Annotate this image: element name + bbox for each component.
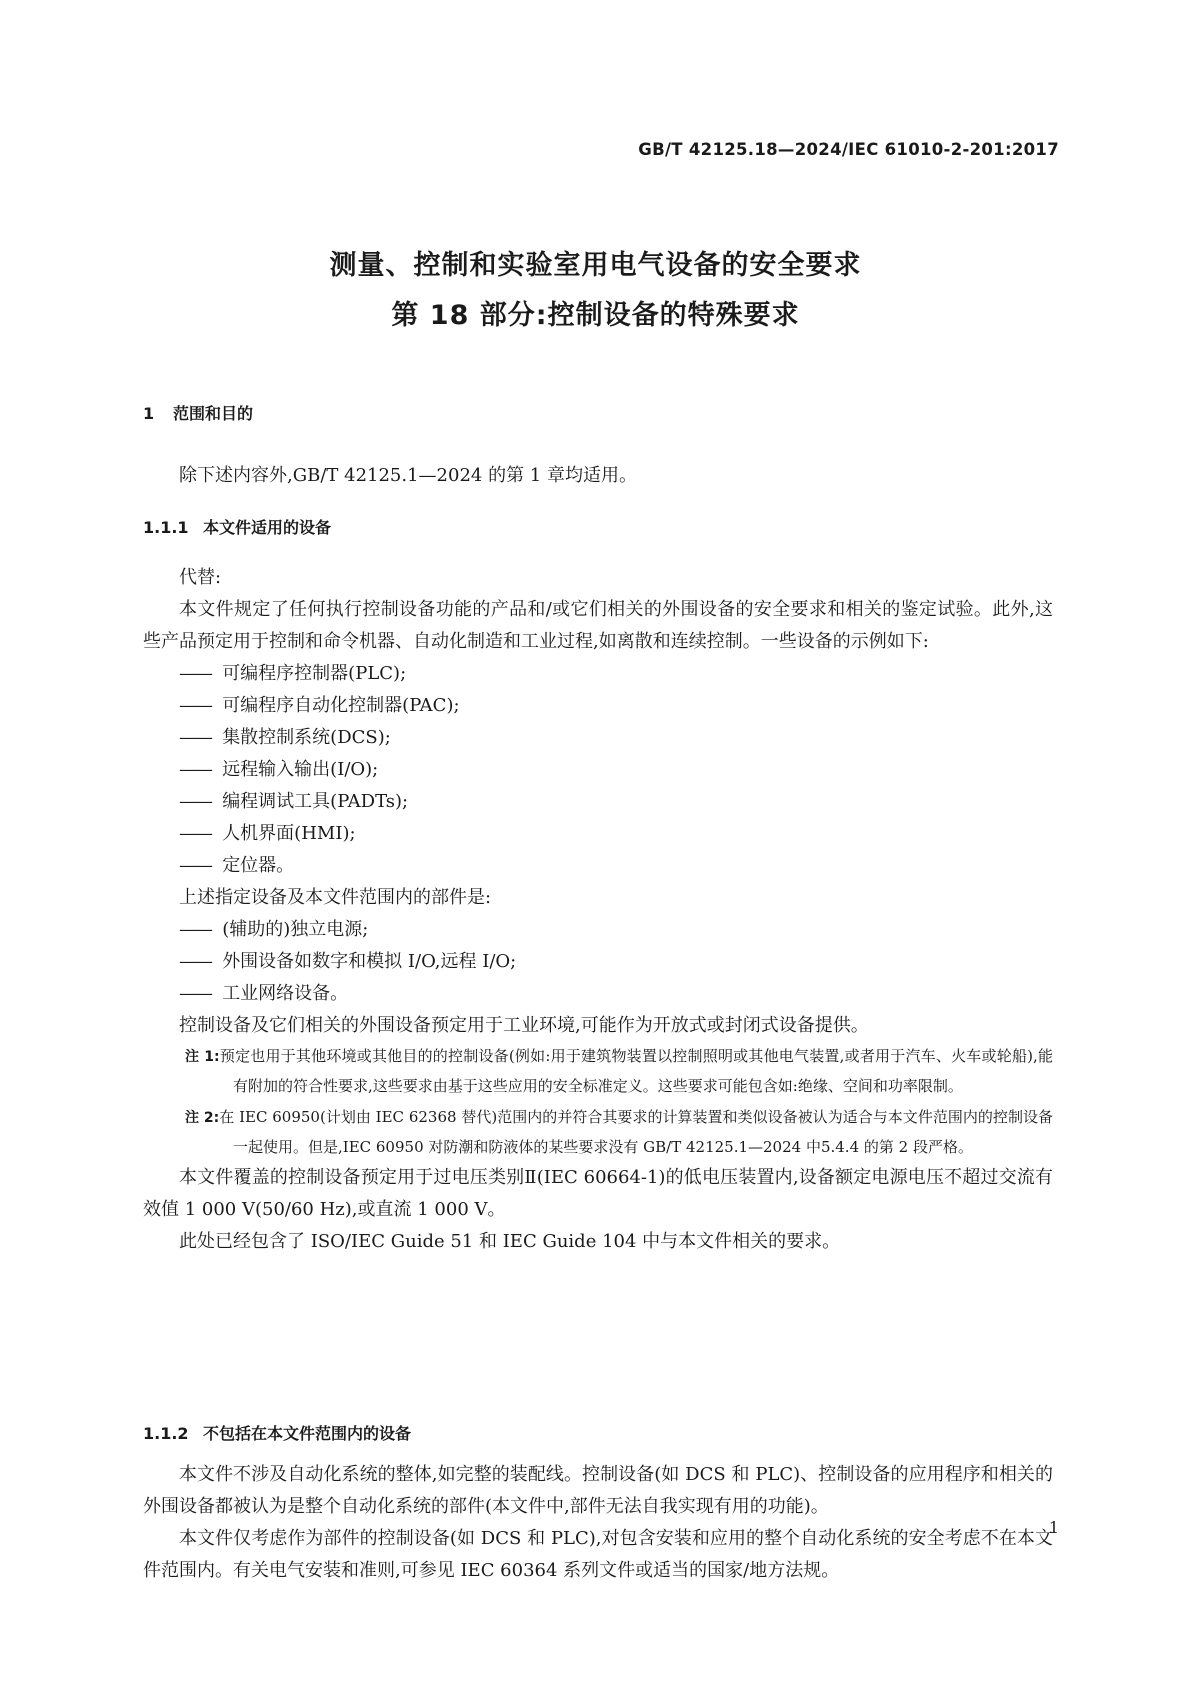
dash-marker: ——	[179, 791, 211, 812]
paragraph: 本文件覆盖的控制设备预定用于过电压类别Ⅱ(IEC 60664-1)的低电压装置内,设备额定电源电压不超过交流有效值 1 000 V(50/60 Hz),或直流 1 000 V。	[143, 1167, 1053, 1220]
page-number: 1	[1048, 1518, 1059, 1537]
dash-marker: ——	[179, 823, 211, 844]
list-item: —— 人机界面(HMI);	[143, 818, 1053, 850]
list-item: —— 远程输入输出(I/O);	[143, 754, 1053, 786]
dash-marker: ——	[179, 663, 211, 684]
dash-marker: ——	[179, 759, 211, 780]
section-number: 1	[143, 404, 155, 423]
paragraph: 本文件不涉及自动化系统的整体,如完整的装配线。控制设备(如 DCS 和 PLC)、控制设备的应用程序和相关的外围设备都被认为是整个自动化系统的部件(本文件中,部件无法自我实现有用的功能)。	[143, 1464, 1053, 1517]
note-label: 注 1:	[185, 1049, 220, 1065]
section-1-1-2-body	[143, 1459, 1053, 1587]
list-item: —— 外围设备如数字和模拟 I/O,远程 I/O;	[143, 946, 1053, 978]
section-1-heading	[143, 401, 253, 424]
list-item: —— 可编程序控制器(PLC);	[143, 658, 1053, 690]
dash-marker: ——	[179, 983, 211, 1004]
paragraph: 控制设备及它们相关的外围设备预定用于工业环境,可能作为开放式或封闭式设备提供。	[179, 1015, 869, 1036]
section-title: 不包括在本文件范围内的设备	[203, 1424, 412, 1443]
list-item: —— 工业网络设备。	[143, 978, 1053, 1010]
list-item: —— 定位器。	[143, 850, 1053, 882]
section-number: 1.1.1	[143, 518, 189, 537]
paragraph: 代替:	[179, 567, 222, 588]
section-title: 本文件适用的设备	[203, 518, 332, 537]
section-number: 1.1.2	[143, 1424, 189, 1443]
dash-marker: ——	[179, 919, 211, 940]
list-item: —— 集散控制系统(DCS);	[143, 722, 1053, 754]
section-1-body	[143, 460, 1053, 492]
paragraph: 除下述内容外,GB/T 42125.1—2024 的第 1 章均适用。	[179, 465, 637, 486]
dash-marker: ——	[179, 695, 211, 716]
document-title-line1: 测量、控制和实验室用电气设备的安全要求	[329, 250, 862, 281]
list-item: —— 可编程序自动化控制器(PAC);	[143, 690, 1053, 722]
paragraph: 此处已经包含了 ISO/IEC Guide 51 和 IEC Guide 104 中与本文件相关的要求。	[179, 1231, 841, 1252]
note-label: 注 2:	[185, 1110, 220, 1126]
section-1-1-1-body	[143, 562, 1053, 1258]
note-2: 注 2:在 IEC 60950(计划由 IEC 62368 替代)范围内的并符合其要求的计算装置和类似设备被认为适合与本文件范围内的控制设备一起使用。但是,IEC 60950 对防潮和防液体的某些要求没有 GB/T 42125.1—2024 中5.4.4 的第 2 段严格。	[185, 1108, 1053, 1156]
dash-marker: ——	[179, 855, 211, 876]
document-title-line2: 第 18 部分:控制设备的特殊要求	[391, 300, 800, 331]
dash-marker: ——	[179, 727, 211, 748]
paragraph: 本文件规定了任何执行控制设备功能的产品和/或它们相关的外围设备的安全要求和相关的鉴定试验。此外,这些产品预定用于控制和命令机器、自动化制造和工业过程,如离散和连续控制。一些设备的示例如下:	[143, 599, 1053, 652]
list-item: —— 编程调试工具(PADTs);	[143, 786, 1053, 818]
paragraph: 上述指定设备及本文件范围内的部件是:	[179, 887, 492, 908]
section-1-1-2-heading	[143, 1421, 411, 1444]
section-title: 范围和目的	[173, 404, 254, 423]
list-item: —— (辅助的)独立电源;	[143, 914, 1053, 946]
section-1-1-1-heading	[143, 515, 331, 538]
paragraph: 本文件仅考虑作为部件的控制设备(如 DCS 和 PLC),对包含安装和应用的整个自动化系统的安全考虑不在本文件范围内。有关电气安装和准则,可参见 IEC 60364 系列文件或适当的国家/地方法规。	[143, 1528, 1053, 1581]
dash-marker: ——	[179, 951, 211, 972]
standard-code: GB/T 42125.18—2024/IEC 61010-2-201:2017	[638, 140, 1059, 159]
note-1: 注 1:预定也用于其他环境或其他目的的控制设备(例如:用于建筑物装置以控制照明或其他电气装置,或者用于汽车、火车或轮船),能有附加的符合性要求,这些要求由基于这些应用的安全标准定义。这些要求可能包含如:绝缘、空间和功率限制。	[185, 1047, 1053, 1095]
